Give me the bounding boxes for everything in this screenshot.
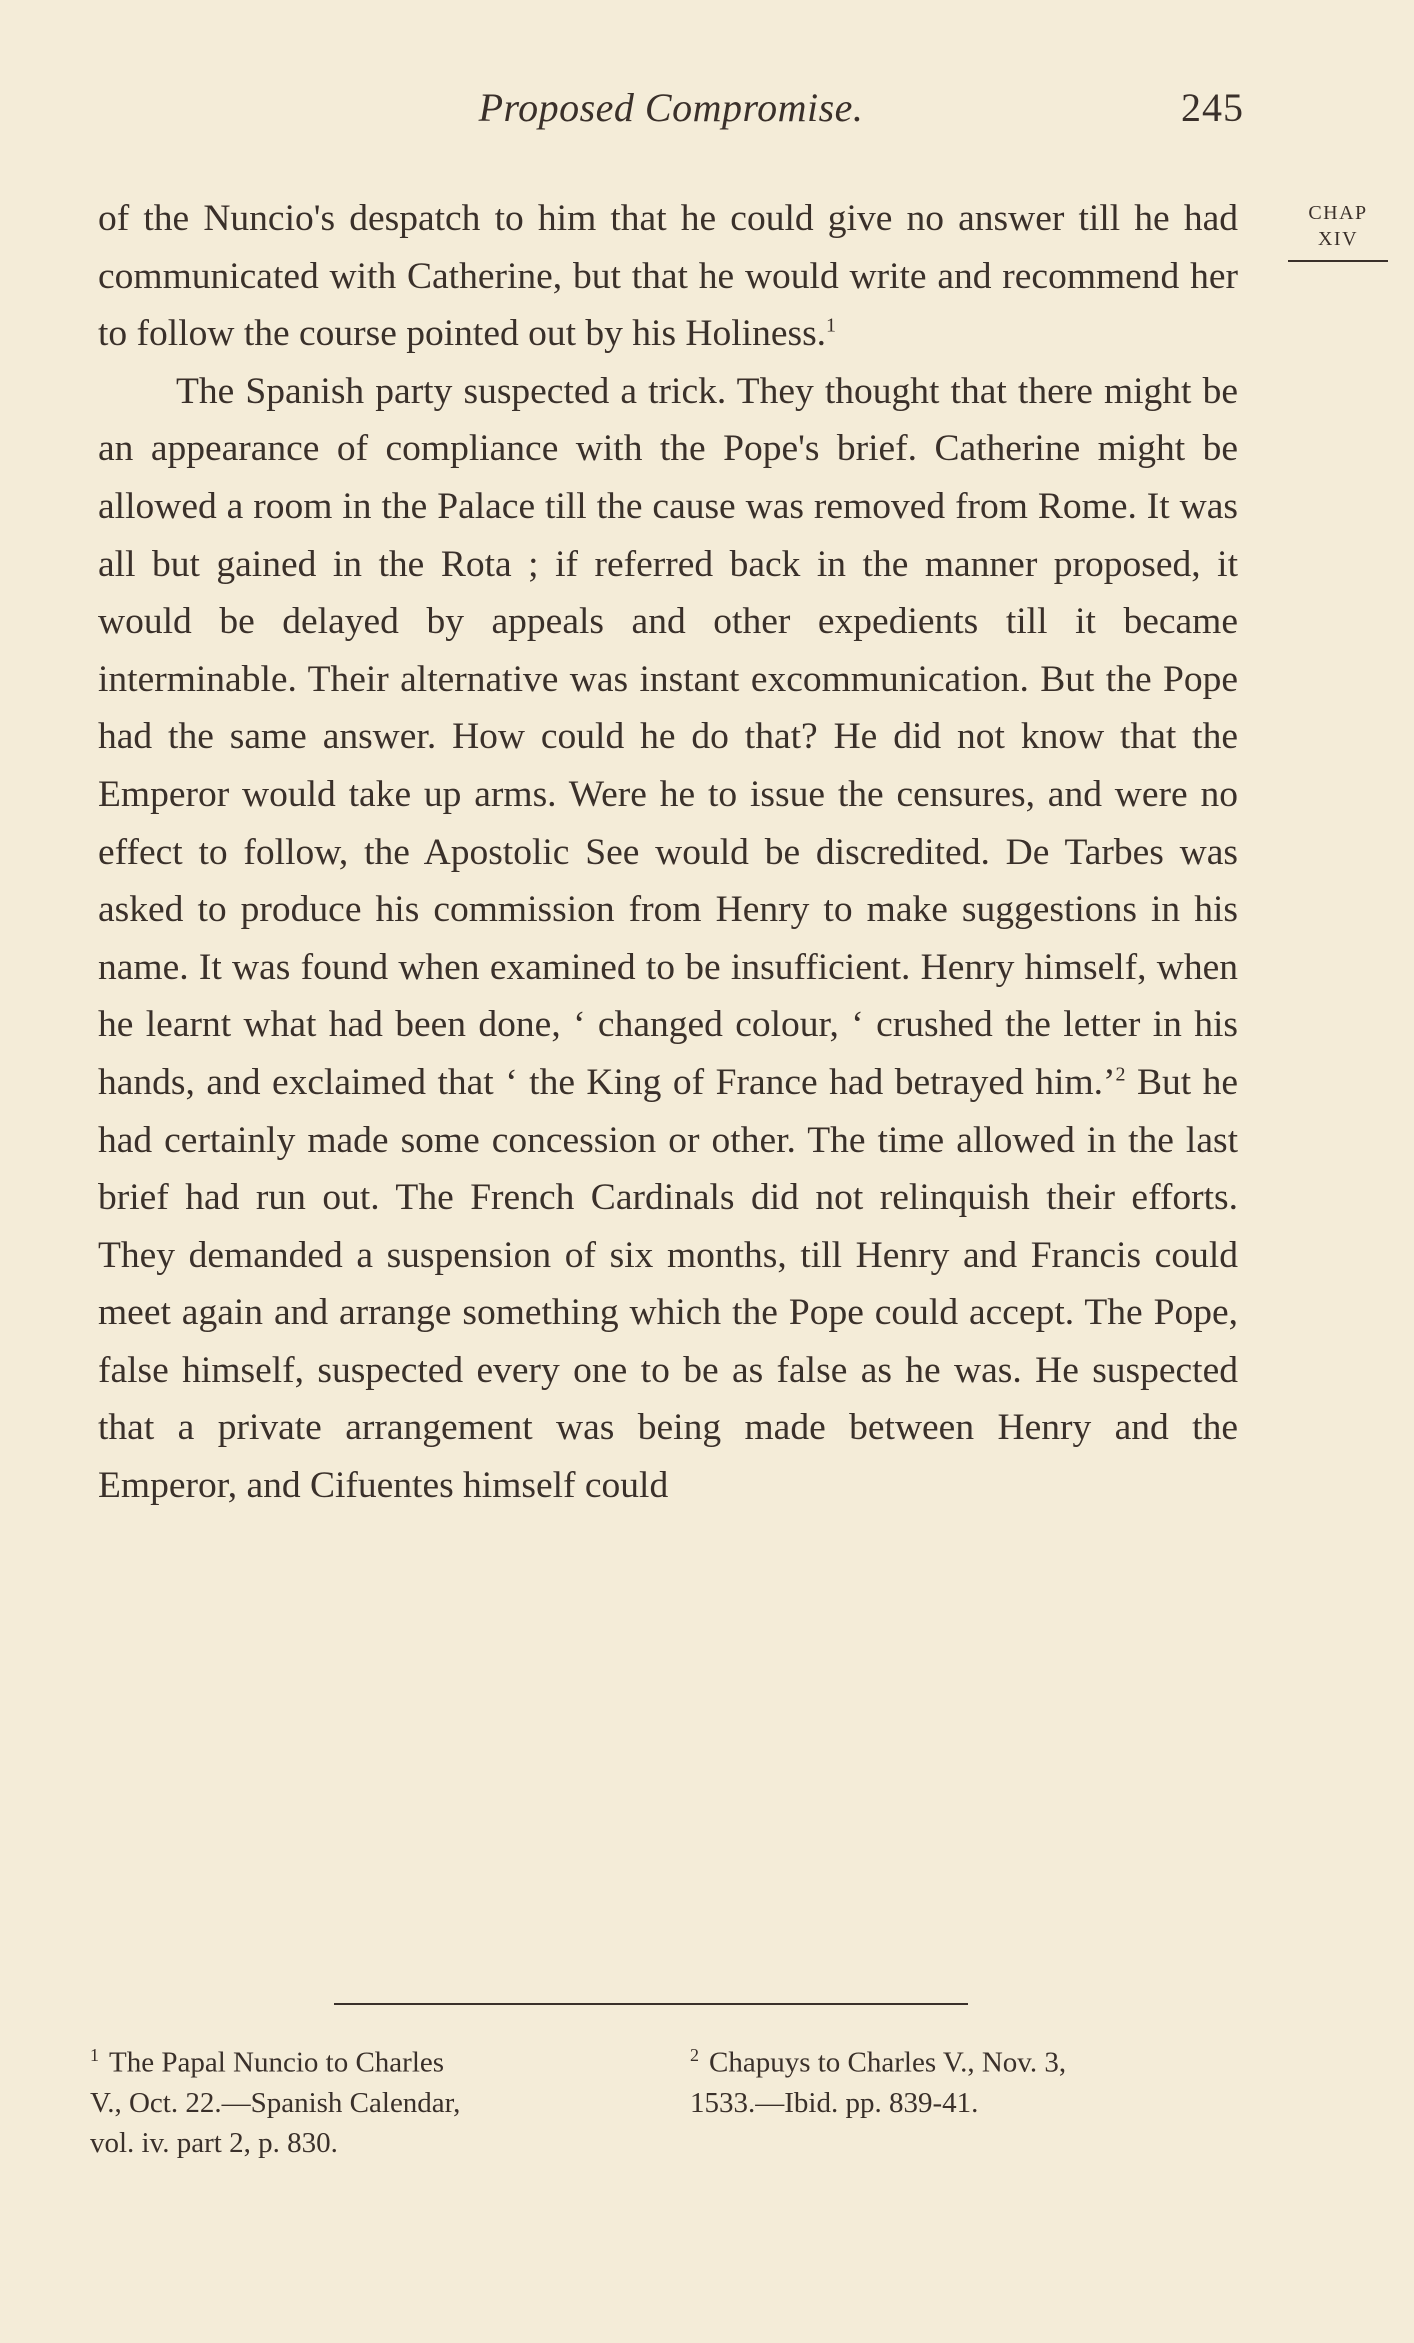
chapter-margin-note (1288, 200, 1388, 262)
margin-note-chap: CHAP (1308, 202, 1368, 224)
paragraph-2-text-a: The Spanish party suspected a trick. They thought that there might be an appearance of compliance with the Pope's brief. Catherine might be allowed a room in the Palace till the cause was removed from Rome. It was all but gained in the Rota ; if referred back in the manner proposed, it would be delayed by appeals and other expedients till it became interminable. Their alternative was instant excommunication. But the Pope had the same answer. How could he do that? He did not know that the Emperor would take up arms. Were he to issue the censures, and were no effect to follow, the Apostolic See would be discredited. De Tarbes was asked to produce his commission from Henry to make suggestions in his name. It was found when examined to be insufficient. Henry himself, when he learnt what had been done, ‘ changed colour, ‘ crushed the letter in his hands, and exclaimed that ‘ the King of France had betrayed him.’ (98, 370, 1238, 1103)
footnote-1-line-1: The Papal Nuncio to Charles (109, 2046, 445, 2079)
footnote-ref-2: 2 (1115, 1063, 1126, 1086)
body-text (98, 190, 1238, 1515)
footnote-ref-1: 1 (826, 314, 837, 337)
running-head (98, 84, 1244, 144)
footnote-divider (334, 2003, 968, 2005)
running-head-title: Proposed Compromise. (478, 85, 864, 130)
paragraph-1-text: of the Nuncio's despatch to him that he could give no answer till he had communicated with Catherine, but that he would write and recommend her to follow the course pointed out by his Holiness. (98, 198, 1238, 355)
footnote-1 (90, 2035, 670, 2163)
paragraph-2-text-b: But he had certainly made some concession or other. The time allowed in the last brief had run out. The French Cardinals did not relinquish their efforts. They demanded a suspension of six months, till Henry and Francis could meet again and arrange something which the Pope could accept. The Pope, false himself, suspected every one to be as false as he was. He suspected that a private arrangement was being made between Henry and the Emperor, and Cifuentes himself could (98, 1061, 1238, 1507)
footnote-1-line-2: V., Oct. 22.—Spanish Calendar, (90, 2086, 461, 2119)
paragraph-2 (98, 363, 1238, 1515)
paragraph-1 (98, 190, 1238, 363)
footnote-1-line-3: vol. iv. part 2, p. 830. (90, 2126, 338, 2159)
margin-note-chapter-number: XIV (1317, 228, 1359, 250)
footnote-2 (690, 2035, 1250, 2123)
footnote-2-line-2: 1533.—Ibid. pp. 839-41. (690, 2086, 979, 2119)
footnote-2-number: 2 (690, 2045, 699, 2065)
margin-note-rule (1288, 260, 1388, 262)
footnote-1-number: 1 (90, 2045, 99, 2065)
page-number: 245 (1181, 85, 1244, 130)
footnote-2-line-1: Chapuys to Charles V., Nov. 3, (709, 2046, 1067, 2079)
